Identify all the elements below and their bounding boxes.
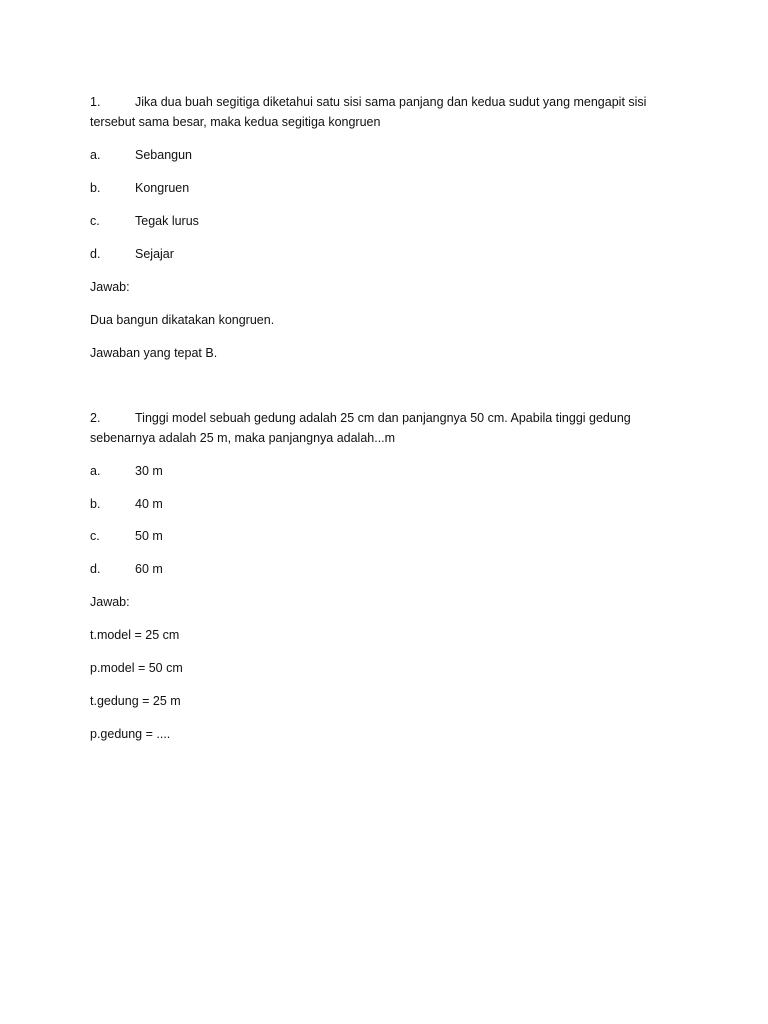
option-text: Kongruen	[135, 181, 190, 195]
option-c	[90, 211, 199, 231]
option-d	[90, 244, 174, 264]
question-2	[90, 408, 670, 448]
option-letter: c.	[90, 214, 100, 228]
option-text: 50 m	[135, 529, 163, 543]
question-text-line: sebenarnya adalah 25 m, maka panjangnya adalah...m	[90, 431, 396, 445]
option-b	[90, 178, 189, 198]
question-number: 1.	[90, 95, 101, 109]
answer-line: p.model = 50 cm	[90, 661, 183, 675]
question-text-line: Tinggi model sebuah gedung adalah 25 cm dan panjangnya 50 cm. Apabila tinggi gedung	[135, 411, 631, 425]
option-d	[90, 559, 163, 579]
answer-line: t.gedung = 25 m	[90, 694, 181, 708]
option-text: Sebangun	[135, 148, 193, 162]
option-text: Sejajar	[135, 247, 174, 261]
option-text: 60 m	[135, 562, 163, 576]
option-a	[90, 461, 163, 481]
question-text-line: tersebut sama besar, maka kedua segitiga kongruen	[90, 115, 381, 129]
answer-line: Jawaban yang tepat B.	[90, 346, 218, 360]
option-text: 30 m	[135, 464, 163, 478]
answer-line: p.gedung = ....	[90, 727, 171, 741]
option-c	[90, 526, 163, 546]
option-letter: b.	[90, 181, 101, 195]
option-letter: c.	[90, 529, 100, 543]
answer-line: Dua bangun dikatakan kongruen.	[90, 313, 275, 327]
answer-label: Jawab:	[90, 595, 130, 609]
question-text-line: Jika dua buah segitiga diketahui satu sisi sama panjang dan kedua sudut yang mengapit sisi	[135, 95, 647, 109]
option-b	[90, 494, 163, 514]
question-number: 2.	[90, 411, 101, 425]
option-text: 40 m	[135, 497, 163, 511]
option-letter: d.	[90, 562, 101, 576]
option-a	[90, 145, 192, 165]
option-text: Tegak lurus	[135, 214, 199, 228]
answer-line: t.model = 25 cm	[90, 628, 180, 642]
question-1	[90, 92, 670, 132]
option-letter: d.	[90, 247, 101, 261]
option-letter: a.	[90, 464, 101, 478]
option-letter: a.	[90, 148, 101, 162]
answer-label: Jawab:	[90, 280, 130, 294]
option-letter: b.	[90, 497, 101, 511]
